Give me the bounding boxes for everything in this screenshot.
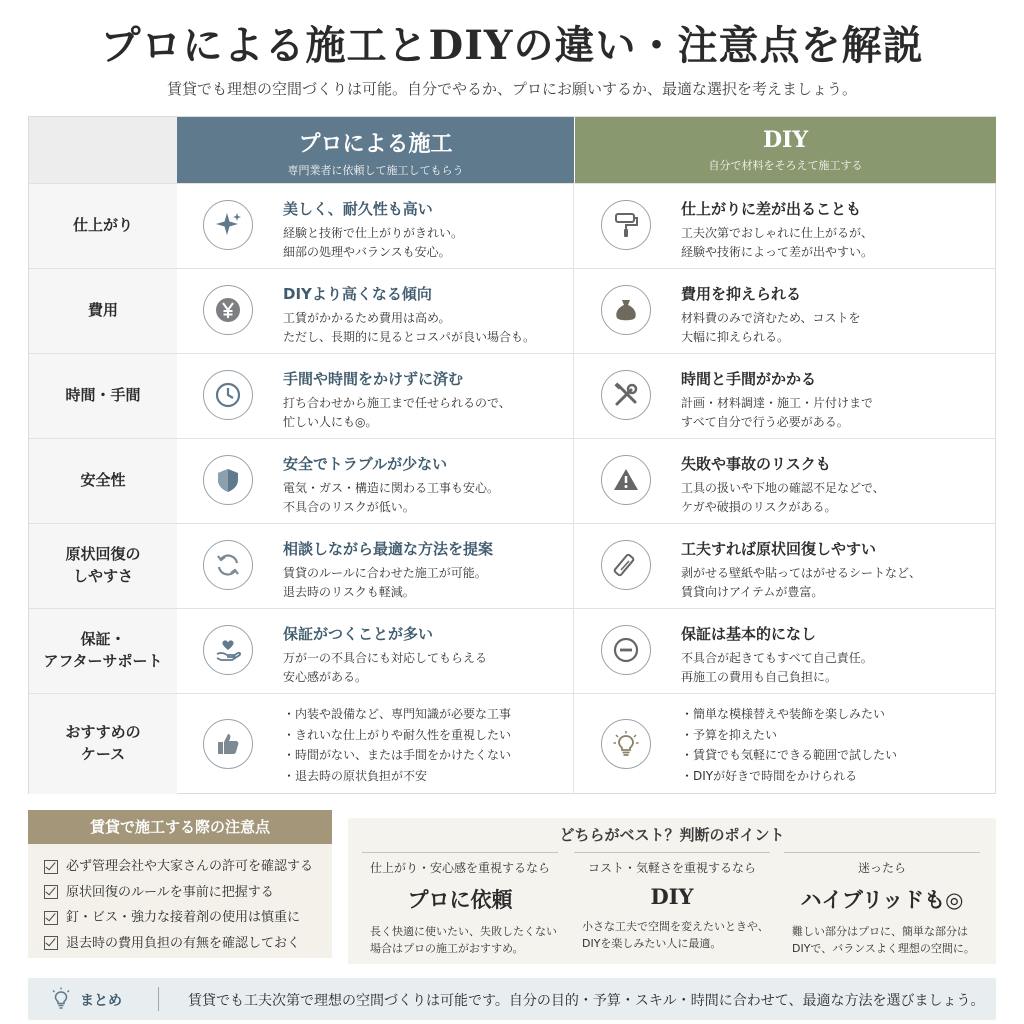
page-title: プロによる施工とDIYの違い・注意点を解説 <box>100 22 924 69</box>
note-line: 小さな工夫で空間を変えたいときや、 <box>582 920 769 933</box>
caution-item-text: 釘・ビス・強力な接着剤の使用は慎重に <box>66 910 301 925</box>
cell-body <box>681 394 873 432</box>
decision-note <box>574 919 770 952</box>
table-row <box>29 523 996 608</box>
pro-cell <box>177 524 574 608</box>
diy-cell <box>575 354 996 438</box>
cell-line: 忙しい人にも◎。 <box>283 415 378 430</box>
cell-line: 安心感がある。 <box>283 670 368 685</box>
cell-heading: 安全でトラブルが少ない <box>283 455 448 473</box>
cell-line: 材料費のみで済むため、コストを <box>681 311 861 325</box>
decision-condition: 迷ったら <box>857 861 906 875</box>
checkbox-icon <box>44 936 58 950</box>
list-item <box>44 905 332 931</box>
cell-body <box>283 564 487 602</box>
diy-cell <box>575 184 996 268</box>
summary-divider <box>158 987 159 1011</box>
row-label: おすすめの ケース <box>29 694 177 794</box>
diy-cell <box>575 269 996 353</box>
cell-line: 経験や技術によって差が出やすい。 <box>681 245 874 260</box>
page-subtitle: 賃貸でも理想の空間づくりは可能。自分でやるか、プロにお願いするか、最適な選択を考えましょう。 <box>166 80 857 98</box>
decision-condition: コスト・気軽さを重視するなら <box>587 861 756 875</box>
cell-line: 工賃がかかるため費用は高め。 <box>283 311 451 325</box>
decision-title: どちらがベスト？判断のポイント <box>559 826 785 844</box>
cell-line: 工夫次第でおしゃれに仕上がるが、 <box>681 226 874 240</box>
no-entry-icon <box>601 625 651 675</box>
cell-body <box>283 649 487 687</box>
cell-line: 不具合が起きてもすべて自己責任。 <box>681 651 873 665</box>
cell-body <box>681 224 873 262</box>
decision-box <box>348 818 996 964</box>
sparkle-icon <box>203 200 253 250</box>
list-item: ・ 内装や設備など、専門知識が必要な工事 <box>283 704 511 725</box>
cell-body <box>681 564 921 602</box>
caution-item-text: 必ず管理会社や大家さんの許可を確認する <box>66 859 314 874</box>
cell-line: 電気・ガス・構造に関わる工事も安心。 <box>283 481 500 495</box>
decision-note <box>784 924 980 957</box>
list-item: ・ 簡単な模様替えや装飾を楽しみたい <box>681 704 897 725</box>
pro-cell <box>177 439 574 523</box>
pro-cell <box>177 269 574 353</box>
row-label: 費用 <box>29 269 177 353</box>
list-item <box>44 931 332 957</box>
diy-column-subtitle: 自分で材料をそろえて施工する <box>708 159 863 172</box>
cell-body <box>283 224 463 262</box>
cell-heading: 仕上がりに差が出ることも <box>681 200 862 218</box>
cell-line: ただし、長期的に見るとコスパが良い場合も。 <box>283 330 536 345</box>
paint-roller-icon <box>601 200 651 250</box>
cell-line: 賃貸向けアイテムが豊富。 <box>681 585 824 600</box>
caution-title: 賃貸で施工する際の注意点 <box>28 810 332 844</box>
note-line: 場合はプロの施工がおすすめ。 <box>370 941 524 955</box>
diy-cell <box>575 609 996 693</box>
list-item: ・ 賃貸でも気軽にできる範囲で試したい <box>681 745 897 766</box>
summary-bar <box>28 978 996 1020</box>
row-label: 原状回復の しやすさ <box>29 524 177 608</box>
lightbulb-icon <box>50 987 72 1011</box>
lightbulb-icon <box>601 719 651 769</box>
diy-cell <box>575 524 996 608</box>
pro-cell <box>177 694 574 794</box>
cell-body <box>283 309 535 347</box>
wallpaper-roll-icon <box>601 540 651 590</box>
list-item: ・ きれいな仕上がりや耐久性を重視したい <box>283 725 511 746</box>
pro-column-subtitle: 専門業者に依頼して施工してもらう <box>287 164 464 177</box>
decision-answer: DIY <box>650 884 694 909</box>
list-item: ・ 退去時の原状負担が不安 <box>283 766 511 787</box>
cell-heading: 保証は基本的になし <box>681 625 817 643</box>
note-line: 難しい部分はプロに、簡単な部分は <box>792 925 968 938</box>
caution-item-text: 退去時の費用負担の有無を確認しておく <box>66 935 301 951</box>
cell-body <box>681 309 861 347</box>
table-row <box>29 608 996 693</box>
list-item: ・ DIYが好きで時間をかけられる <box>681 766 897 787</box>
cell-line: 計画・材料調達・施工・片付けまで <box>681 396 874 410</box>
cell-line: 打ち合わせから施工まで任せられるので、 <box>283 396 511 410</box>
pro-column-title: プロによる施工 <box>298 132 453 157</box>
list-item <box>44 854 332 880</box>
cell-line: 細部の処理やバランスも安心。 <box>283 245 451 260</box>
thumbs-up-icon <box>203 719 253 769</box>
recommend-list <box>283 704 511 787</box>
checkbox-icon <box>44 911 58 925</box>
cell-heading: 工夫すれば原状回復しやすい <box>681 540 877 558</box>
diy-cell <box>575 694 996 794</box>
decision-note <box>362 924 558 957</box>
pro-cell <box>177 184 574 268</box>
refresh-icon <box>203 540 253 590</box>
decision-condition: 仕上がり・安心感を重視するなら <box>369 861 550 875</box>
diy-column-title: DIY <box>762 127 809 153</box>
heart-hand-icon <box>203 625 253 675</box>
cell-heading: 相談しながら最適な方法を提案 <box>283 540 494 558</box>
clock-icon <box>203 370 253 420</box>
list-item <box>44 880 332 906</box>
cell-line: すべて自分で行う必要がある。 <box>681 415 849 430</box>
table-row <box>29 268 996 353</box>
row-label: 安全性 <box>29 439 177 523</box>
row-label: 保証・ アフターサポート <box>29 609 177 693</box>
list-item: ・ 時間がない、または手間をかけたくない <box>283 745 511 766</box>
cell-heading: 保証がつくことが多い <box>283 625 434 643</box>
cell-line: ケガや破損のリスクがある。 <box>681 500 837 515</box>
column-header-pro <box>177 117 574 183</box>
summary-text: 賃貸でも工夫次第で理想の空間づくりは可能です。自分の目的・予算・スキル・時間に合わせて、最適な方法を選びましょう。 <box>188 993 985 1009</box>
table-row <box>29 353 996 438</box>
decision-option <box>362 852 558 954</box>
checkbox-icon <box>44 885 58 899</box>
shield-icon <box>203 455 253 505</box>
cell-heading: 時間と手間がかかる <box>681 370 817 388</box>
decision-answer: ハイブリッドも◎ <box>800 888 964 912</box>
cell-line: 経験と技術で仕上がりがきれい。 <box>283 226 464 240</box>
column-header-diy <box>575 117 996 183</box>
cell-line: 工具の扱いや下地の確認不足などで、 <box>681 481 885 495</box>
recommend-list <box>681 704 897 787</box>
summary-label: まとめ <box>80 993 122 1009</box>
cell-line: 大幅に抑えられる。 <box>681 330 790 345</box>
decision-option <box>574 852 770 954</box>
cell-body <box>681 479 885 517</box>
caution-item-text: 原状回復のルールを事前に把握する <box>66 884 274 900</box>
row-label: 時間・手間 <box>29 354 177 438</box>
list-item: ・ 予算を抑えたい <box>681 725 897 746</box>
pro-cell <box>177 609 574 693</box>
cell-body <box>283 394 511 432</box>
cell-body <box>283 479 499 517</box>
cell-line: 再施工の費用も自己負担に。 <box>681 670 838 685</box>
cell-line: 万が一の不具合にも対応してもらえる <box>283 651 488 665</box>
caution-list <box>44 854 332 956</box>
checkbox-icon <box>44 860 58 874</box>
note-line: DIYを楽しみたい人に最適。 <box>582 936 722 950</box>
row-label: 仕上がり <box>29 184 177 268</box>
cell-heading: 手間や時間をかけずに済む <box>283 370 464 388</box>
cell-heading: 美しく、耐久性も高い <box>283 200 433 218</box>
yen-icon <box>203 285 253 335</box>
table-row <box>29 438 996 523</box>
cell-heading: 失敗や事故のリスクも <box>681 455 831 473</box>
note-line: DIYで、バランスよく理想の空間に。 <box>792 941 975 955</box>
pro-cell <box>177 354 574 438</box>
table-row <box>29 693 996 794</box>
cell-heading: 費用を抑えられる <box>681 285 802 303</box>
diy-cell <box>575 439 996 523</box>
caution-box <box>28 810 332 958</box>
cell-line: 賃貸のルールに合わせた施工が可能。 <box>283 566 487 580</box>
comparison-table <box>28 116 996 794</box>
cell-heading: DIYより高くなる傾向 <box>283 285 432 303</box>
cell-line: 剥がせる壁紙や貼ってはがせるシートなど、 <box>681 566 922 580</box>
cell-body <box>681 649 873 687</box>
decision-answer: プロに依頼 <box>407 888 513 912</box>
cell-line: 退去時のリスクも軽減。 <box>283 585 415 600</box>
warning-icon <box>601 455 651 505</box>
money-bag-icon <box>601 285 651 335</box>
cell-line: 不具合のリスクが低い。 <box>283 500 415 515</box>
note-line: 長く快適に使いたい、失敗したくない <box>370 925 557 938</box>
decision-option <box>784 852 980 954</box>
table-row <box>29 183 996 268</box>
tools-icon <box>601 370 651 420</box>
header-blank-cell <box>29 117 177 183</box>
